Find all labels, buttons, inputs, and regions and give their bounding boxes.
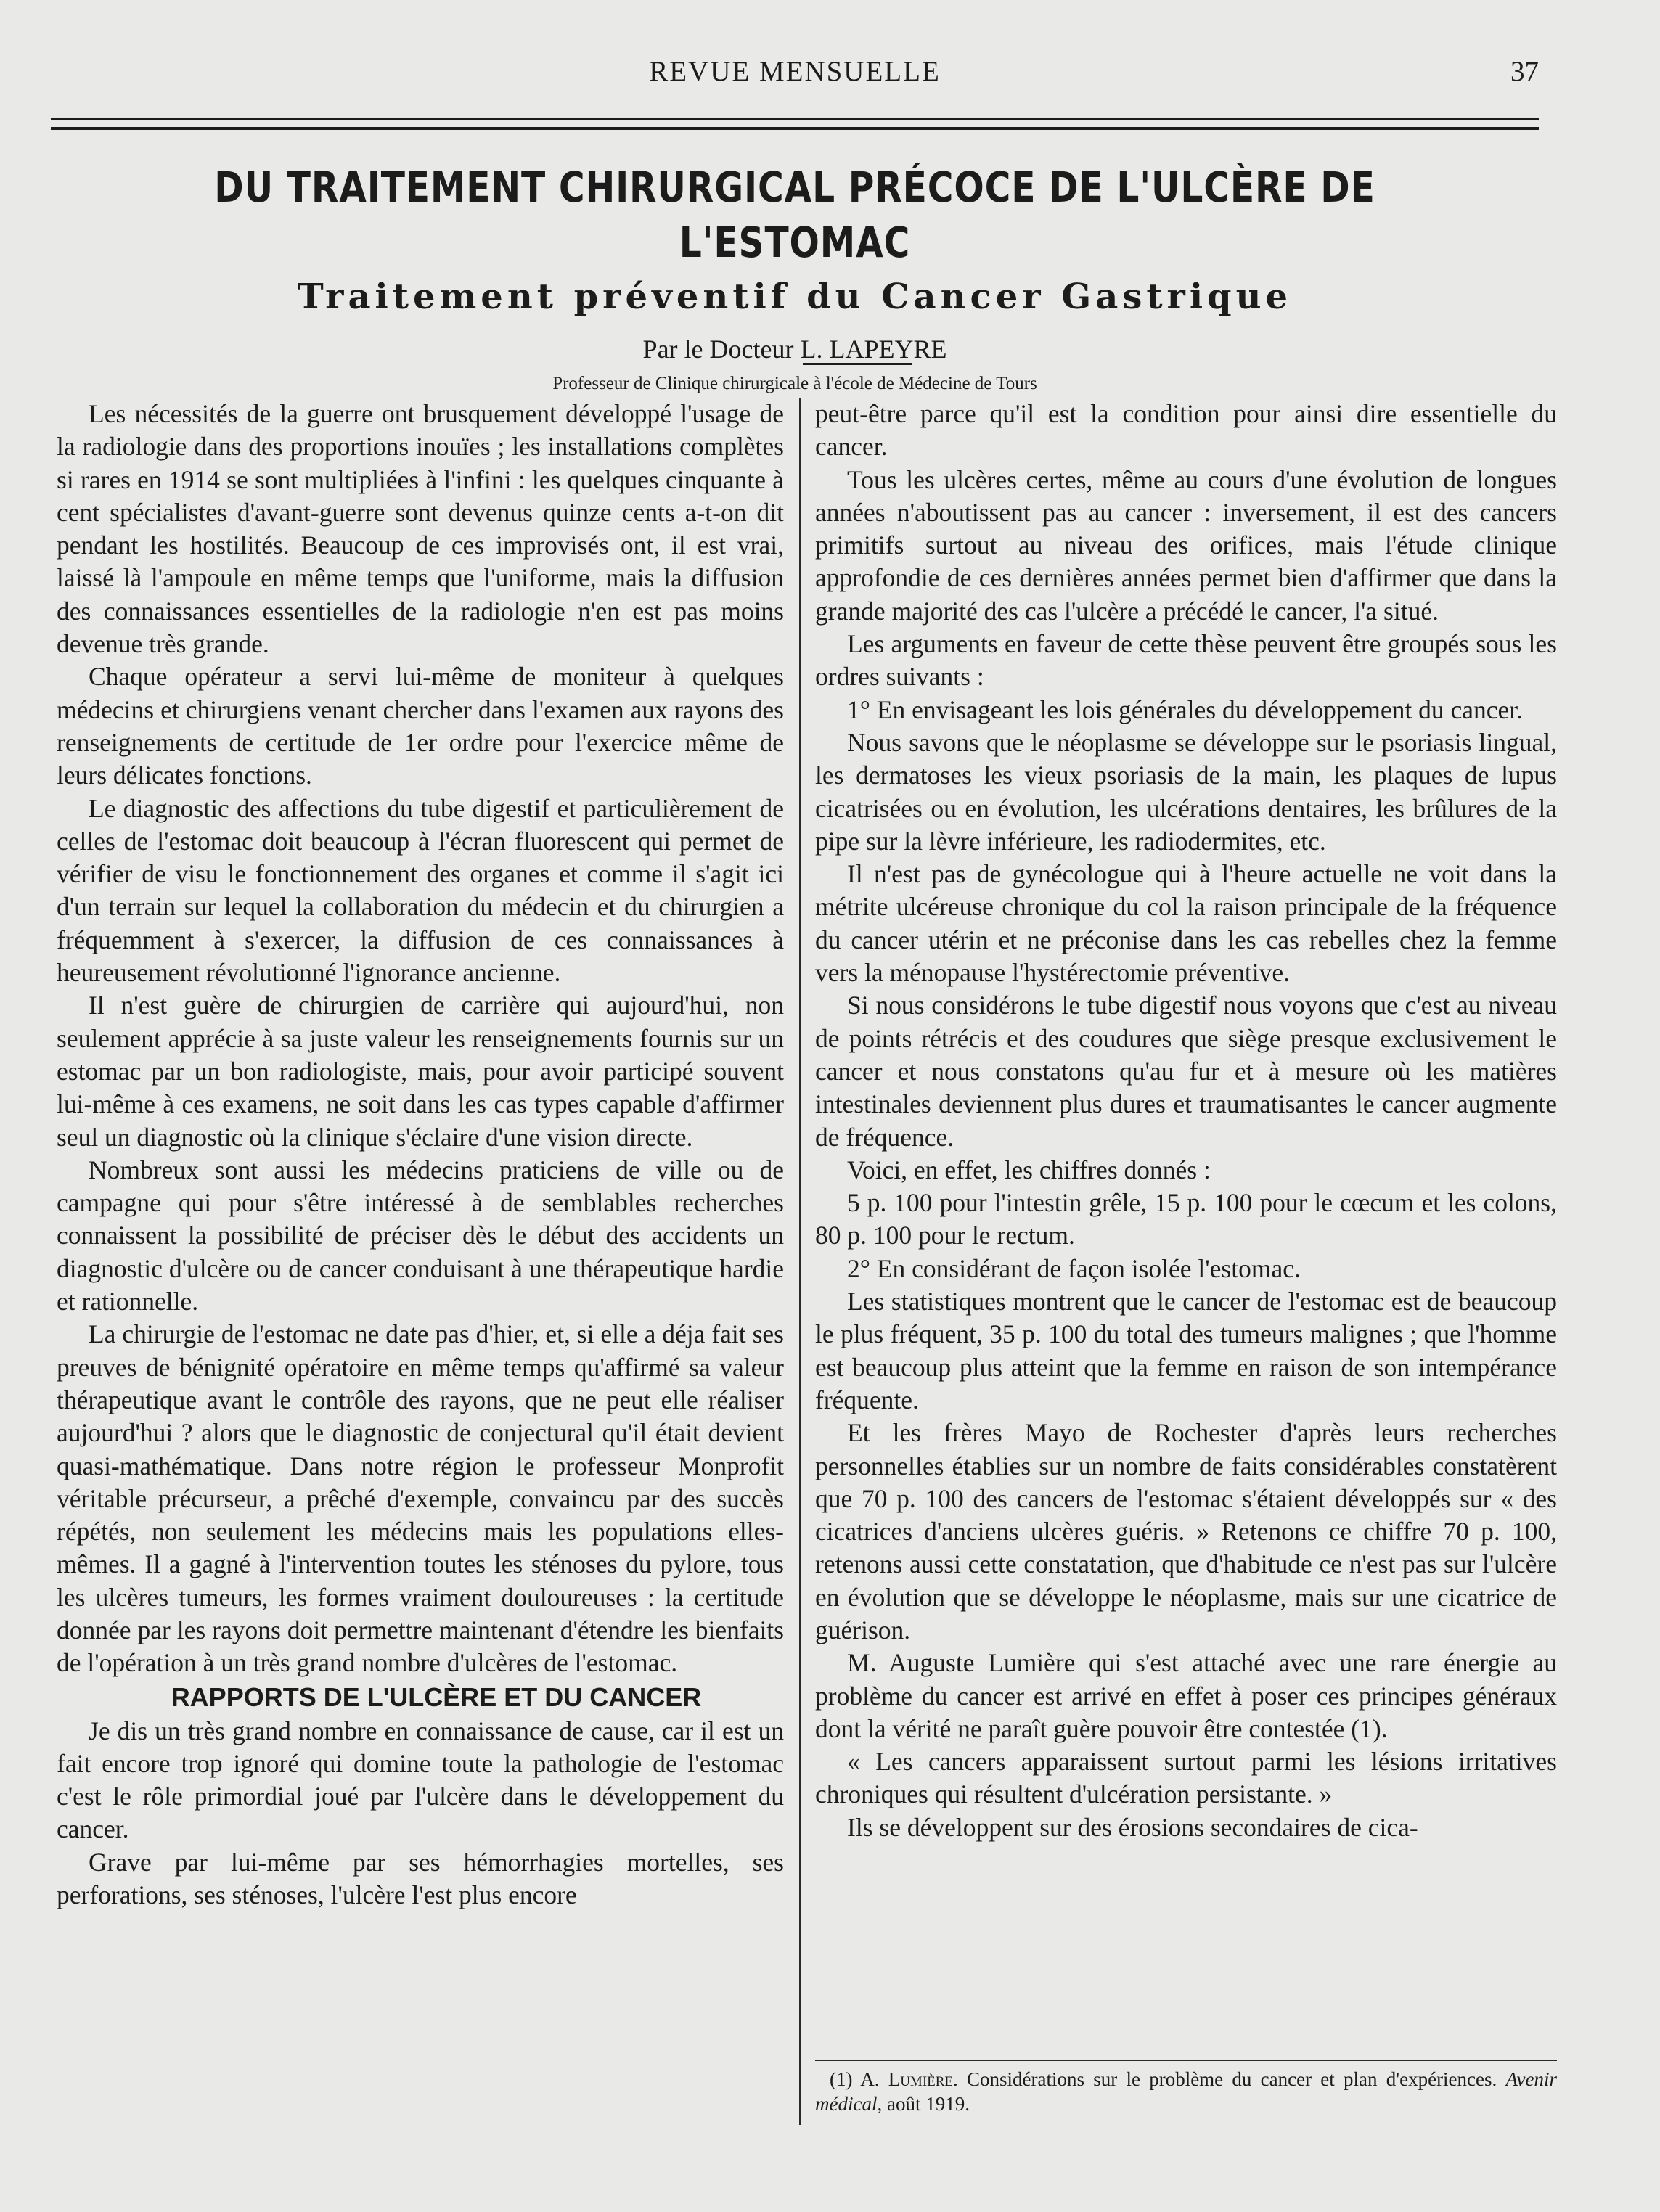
paragraph: Et les frères Mayo de Rochester d'après leurs recherches personnelles établies sur un nombre de faits considérables constatèrent que 70 p. 100 des cancers de l'estomac s'étaient développés sur « des cicatrices d'anciens ulcères guéris. » Retenons ce chiffre 70 p. 100, retenons aussi cette constatation, que d'habitude ce n'est pas sur l'ulcère en évolution que se développe le néoplasme, mais sur une cicatrice de guérison. [815, 1418, 1557, 1644]
paragraph: La chirurgie de l'estomac ne date pas d'hier, et, si elle a déja fait ses preuves de bénignité opératoire en même temps qu'affirmé sa valeur thérapeutique avant le contrôle des rayons, que ne peut elle réaliser aujourd'hui ? alors que le diagnostic de conjectural qu'il était devient quasi-mathématique. Dans notre région le professeur Monprofit véritable précurseur, a prêché d'exemple, convaincu par des succès répétés, non seulement les médecins mais les populations elles-mêmes. Il a gagné à l'intervention toutes les sténoses du pylore, tous les ulcères tumeurs, les formes vraiment douloureuses : la certitude donnée par les rayons doit permettre maintenant d'étendre les bienfaits de l'opération à un très grand nombre d'ulcères de l'estomac. [57, 1319, 784, 1678]
paragraph: Il n'est pas de gynécologue qui à l'heure actuelle ne voit dans la métrite ulcéreuse chronique du col la raison principale de la fréquence du cancer utérin et ne préconise dans les cas rebelles chez la femme vers la ménopause l'hystérectomie préventive. [815, 859, 1557, 988]
paragraph: 2° En considérant de façon isolée l'estomac. [847, 1253, 1301, 1283]
paragraph: Il n'est guère de chirurgien de carrière qui aujourd'hui, non seulement apprécie à sa juste valeur les renseignements fournis sur un estomac par un bon radiologiste, mais, pour avoir participé souvent lui-même à ces examens, ne soit dans les cas types capable d'affirmer seul un diagnostic où la clinique s'éclaire d'une vision directe. [57, 991, 784, 1152]
paragraph: Grave par lui-même par ses hémorrhagies mortelles, ses perforations, ses sténoses, l'ulcère l'est plus encore [57, 1847, 784, 1910]
title-separator [803, 363, 912, 365]
footnote-date: août 1919. [886, 2093, 970, 2115]
footnote-journal: Avenir médical, [815, 2068, 1557, 2115]
header-rule [51, 118, 1539, 120]
paragraph: Tous les ulcères certes, même au cours d'une évolution de longues années n'aboutissent pas au cancer : inversement, il est des cancers primitifs surtout au niveau des orifices, mais l'étude clinique approfondie de ces dernières années permet bien d'affirmer que dans la grande majorité des cas l'ulcère a précédé le cancer, l'a situé. [815, 464, 1557, 626]
paragraph: 1° En envisageant les lois générales du développement du cancer. [847, 695, 1523, 724]
footnote-marker: (1) A. [830, 2068, 880, 2090]
column-divider [799, 398, 801, 2125]
article-title: DU TRAITEMENT CHIRURGICAL PRÉCOCE DE L'ULCÈRE DE L'ESTOMAC [214, 163, 1375, 267]
left-column [57, 398, 784, 1912]
right-column [815, 398, 1557, 1844]
footnote [815, 2067, 1557, 2116]
header-rule-thick [51, 127, 1539, 130]
article-subtitle: Traitement préventif du Cancer Gastrique [297, 276, 1293, 317]
footnote-author: Lumière. [888, 2068, 958, 2090]
paragraph: 5 p. 100 pour l'intestin grêle, 15 p. 100 pour le cœcum et les colons, 80 p. 100 pour le rectum. [815, 1188, 1557, 1250]
footnote-text: Considérations sur le problème du cancer et plan d'expériences. [967, 2068, 1497, 2090]
paragraph: Les nécessités de la guerre ont brusquement développé l'usage de la radiologie dans des proportions inouïes ; les installations complètes si rares en 1914 se sont multipliées à l'infini : les quelques cinquante à cent spécialistes d'avant-guerre sont devenus quinze cents a-t-on dit pendant les hostilités. Beaucoup de ces improvisés ont, il est vrai, laissé là l'ampoule en même temps que l'uniforme, mais la diffusion des connaissances essentielles de la radiologie n'en est pas moins devenue très grande. [57, 399, 784, 659]
paragraph: Chaque opérateur a servi lui-même de moniteur à quelques médecins et chirurgiens venant chercher dans l'examen aux rayons des renseignements de certitude de 1er ordre pour l'exercice même de leurs délicates fonctions. [57, 662, 784, 790]
footnote-rule [815, 2060, 1557, 2061]
paragraph: Nombreux sont aussi les médecins praticiens de ville ou de campagne qui pour s'être intéressé à de semblables recherches connaissent la possibilité de préciser dès le début des accidents un diagnostic d'ulcère ou de cancer conduisant à une thérapeutique hardie et rationnelle. [57, 1155, 784, 1316]
page-number: 37 [1510, 56, 1539, 87]
paragraph: « Les cancers apparaissent surtout parmi les lésions irritatives chroniques qui résultent d'ulcération persistante. » [815, 1747, 1557, 1809]
paragraph: M. Auguste Lumière qui s'est attaché avec une rare énergie au problème du cancer est arrivé en effet à poser ces principes généraux dont la vérité ne paraît guère pouvoir être contestée (1). [815, 1648, 1557, 1743]
paragraph: Nous savons que le néoplasme se développe sur le psoriasis lingual, les dermatoses les vieux psoriasis de la main, les plaques de lupus cicatrisées ou en évolution, les ulcérations dentaires, les brûlures de la pipe sur la lèvre inférieure, les radiodermites, etc. [815, 727, 1557, 856]
paragraph: Le diagnostic des affections du tube digestif et particulièrement de celles de l'estomac doit beaucoup à l'écran fluorescent qui permet de vérifier de visu le fonctionnement des organes et comme il s'agit ici d'un terrain sur lequel la collaboration du médecin et du chirurgien a fréquemment à s'exercer, la diffusion de ces connaissances à heureusement révolutionné l'ignorance ancienne. [57, 793, 784, 988]
paragraph: Si nous considérons le tube digestif nous voyons que c'est au niveau de points rétrécis et des coudures que siège presque exclusivement le cancer et nous constatons qu'au fur et à mesure où les matières intestinales deviennent plus dures et traumatisantes le cancer augmente de fréquence. [815, 991, 1557, 1152]
article-byline: Par le Docteur L. LAPEYRE [642, 335, 947, 364]
paragraph: Je dis un très grand nombre en connaissance de cause, car il est un fait encore trop ignoré qui domine toute la pathologie de l'estomac c'est le rôle primordial joué par l'ulcère dans le développement du cancer. [57, 1716, 784, 1844]
paragraph: Ils se développent sur des érosions secondaires de cica- [847, 1812, 1418, 1842]
running-header [51, 55, 1539, 99]
journal-title: REVUE MENSUELLE [649, 56, 941, 87]
paragraph-continuation: peut-être parce qu'il est la condition pour ainsi dire essentielle du cancer. [815, 399, 1557, 462]
author-affiliation: Professeur de Clinique chirurgicale à l'école de Médecine de Tours [552, 374, 1037, 393]
paragraph: Voici, en effet, les chiffres donnés : [847, 1155, 1211, 1184]
paragraph: Les arguments en faveur de cette thèse peuvent être groupés sous les ordres suivants : [815, 629, 1557, 692]
paragraph: Les statistiques montrent que le cancer de l'estomac est de beaucoup le plus fréquent, 35 p. 100 du total des tumeurs malignes ; que l'homme est beaucoup plus atteint que la femme en raison de son intempérance fréquente. [815, 1287, 1557, 1414]
section-heading: RAPPORTS DE L'ULCÈRE ET DU CANCER [171, 1681, 702, 1712]
article-title-block [51, 160, 1539, 396]
